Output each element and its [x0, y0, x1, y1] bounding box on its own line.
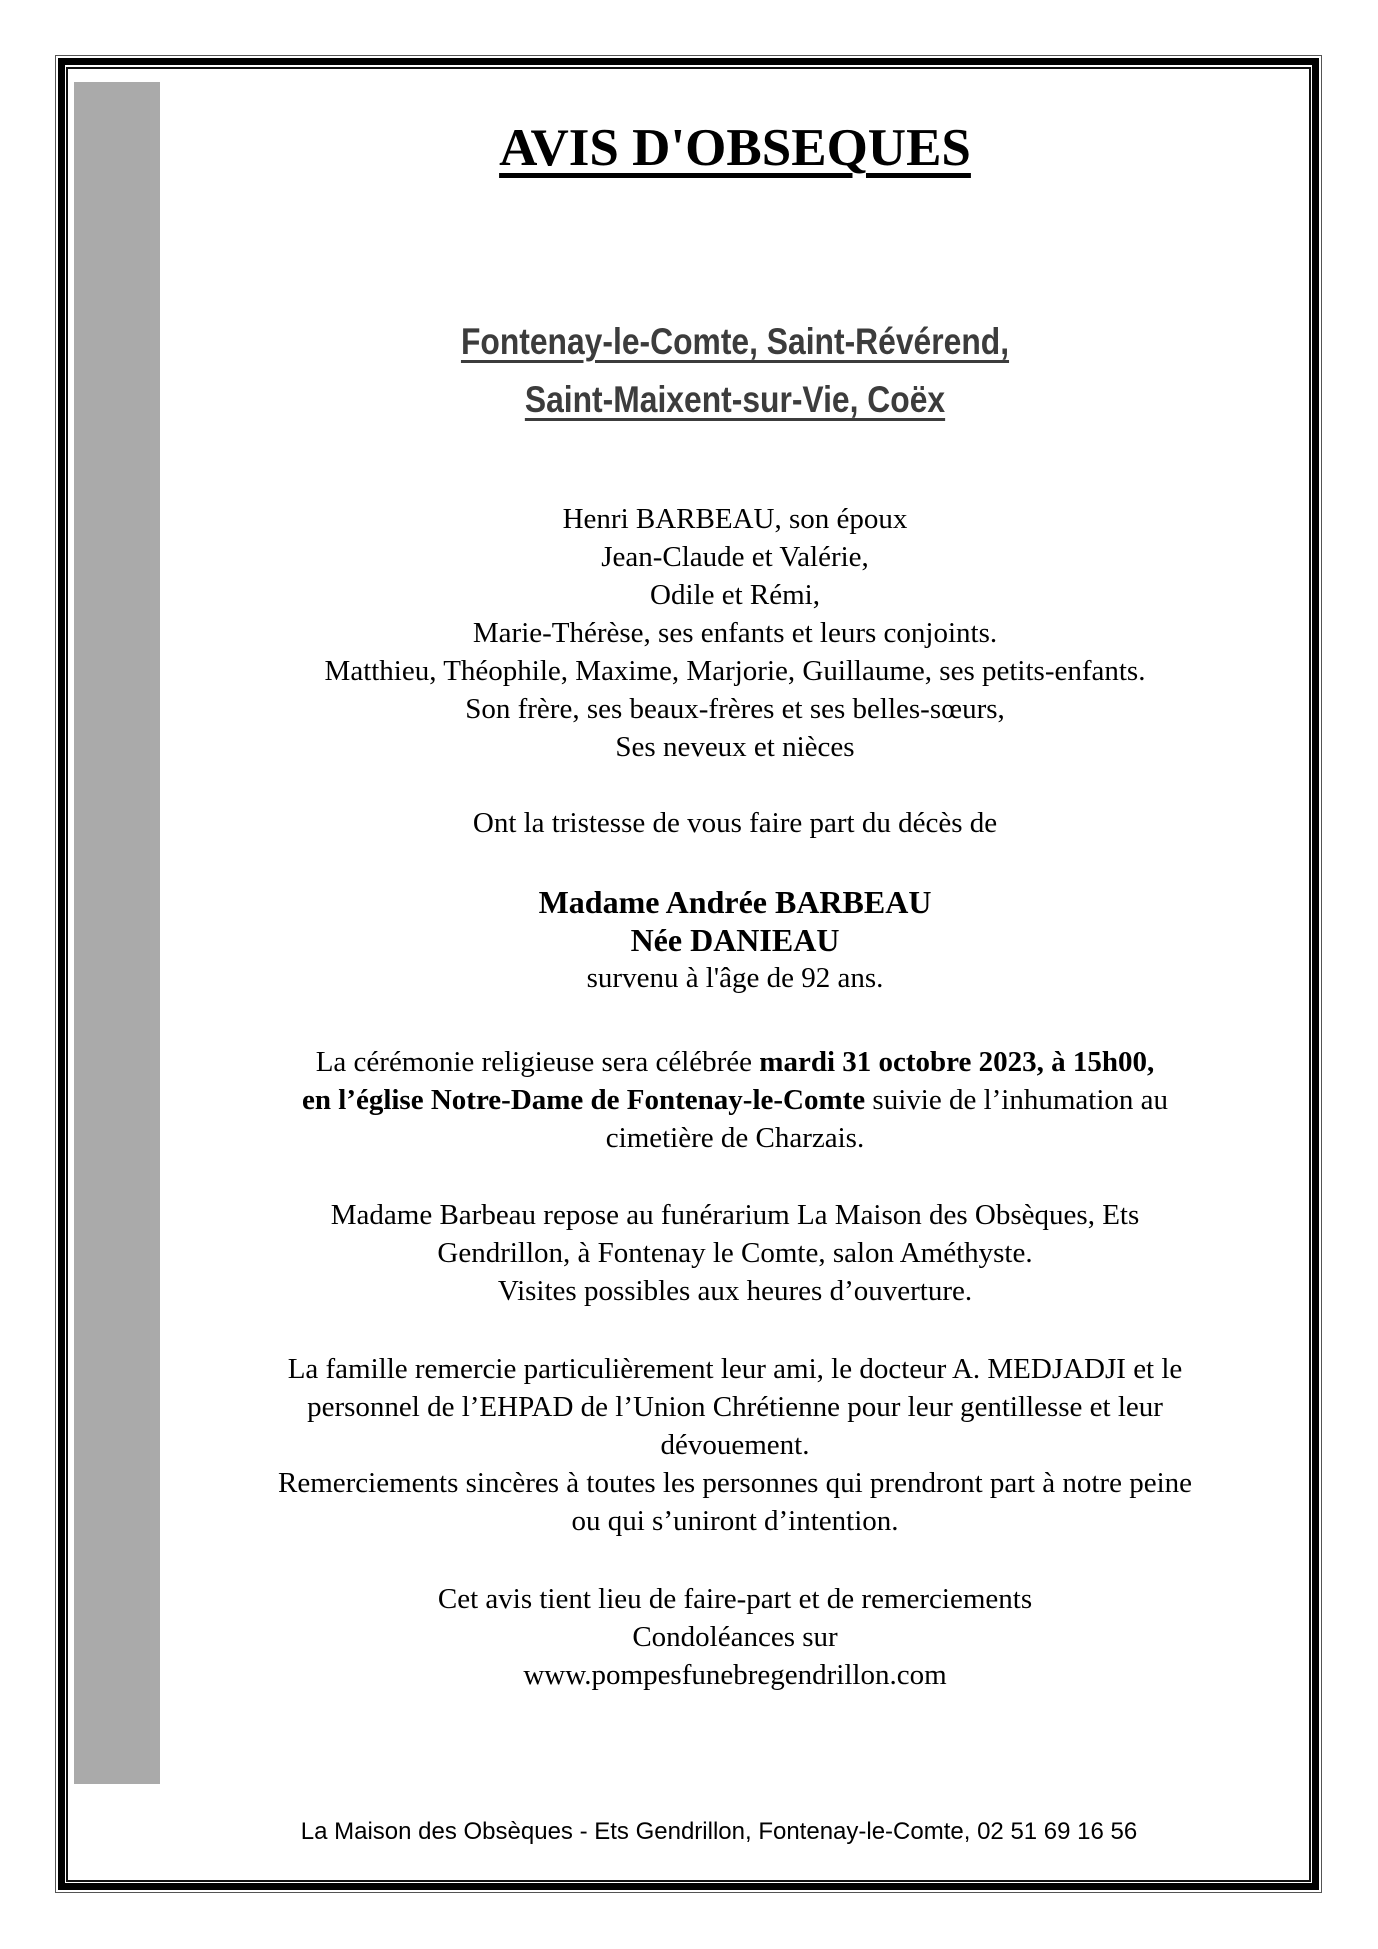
thanks-line: personnel de l’EHPAD de l’Union Chrétienne pour leur gentillesse et leur: [307, 1391, 1163, 1423]
announcement-text: Ont la tristesse de vous faire part du décès de: [472, 807, 998, 839]
closing-line: Condoléances sur: [632, 1621, 838, 1653]
ceremony-cemetery: cimetière de Charzais.: [605, 1122, 865, 1154]
locations-heading: [241, 313, 1230, 429]
deceased-name: Madame Andrée BARBEAU: [538, 884, 932, 920]
closing-section: [160, 1580, 1310, 1694]
family-list: [160, 500, 1310, 766]
ceremony-date: mardi 31 octobre 2023, à 15h00,: [759, 1046, 1155, 1078]
ceremony-details: [160, 1043, 1310, 1157]
family-line: Jean-Claude et Valérie,: [601, 541, 869, 573]
decorative-side-bar: [74, 82, 160, 1784]
announcement: [160, 804, 1310, 842]
notice-title: AVIS D'OBSEQUES: [499, 119, 971, 177]
footer-contact: La Maison des Obsèques - Ets Gendrillon, Fontenay-le-Comte, 02 51 69 16 56: [300, 1818, 1138, 1845]
funerarium-line: Madame Barbeau repose au funérarium La Maison des Obsèques, Ets: [330, 1199, 1140, 1231]
ceremony-church: en l’église Notre-Dame de Fontenay-le-Comte: [301, 1084, 866, 1116]
ceremony-line-1: [160, 1043, 1310, 1081]
family-line: Matthieu, Théophile, Maxime, Marjorie, Guillaume, ses petits-enfants.: [324, 655, 1146, 687]
thanks-line: ou qui s’uniront d’intention.: [571, 1505, 899, 1537]
family-line: Ses neveux et nièces: [615, 731, 855, 763]
locations-line: Saint-Maixent-sur-Vie, Coëx: [524, 379, 946, 420]
thanks-line: La famille remercie particulièrement leur ami, le docteur A. MEDJADJI et le: [287, 1353, 1183, 1385]
locations-line: Fontenay-le-Comte, Saint-Révérend,: [460, 321, 1010, 362]
deceased-block: [160, 883, 1310, 997]
condolences-website[interactable]: www.pompesfunebregendrillon.com: [523, 1659, 947, 1691]
family-line: Marie-Thérèse, ses enfants et leurs conjoints.: [472, 617, 998, 649]
closing-line: Cet avis tient lieu de faire-part et de remerciements: [437, 1583, 1033, 1615]
ceremony-burial: suivie de l’inhumation au: [865, 1084, 1169, 1116]
deceased-age: survenu à l'âge de 92 ans.: [586, 962, 884, 994]
thanks-line: dévouement.: [660, 1429, 810, 1461]
family-line: Son frère, ses beaux-frères et ses belles-sœurs,: [465, 693, 1005, 725]
family-line: Henri BARBEAU, son époux: [562, 503, 908, 535]
ceremony-intro: La cérémonie religieuse sera célébrée: [315, 1046, 760, 1078]
thanks-line: Remerciements sincères à toutes les personnes qui prendront part à notre peine: [278, 1467, 1192, 1499]
funerarium-info: [160, 1196, 1310, 1310]
funerarium-line: Visites possibles aux heures d’ouverture.: [497, 1275, 973, 1307]
deceased-maiden-name: Née DANIEAU: [630, 922, 840, 958]
funerarium-line: Gendrillon, à Fontenay le Comte, salon Améthyste.: [437, 1237, 1033, 1269]
ceremony-line-2: [160, 1081, 1310, 1119]
family-line: Odile et Rémi,: [650, 579, 820, 611]
thanks-section: [160, 1350, 1310, 1540]
